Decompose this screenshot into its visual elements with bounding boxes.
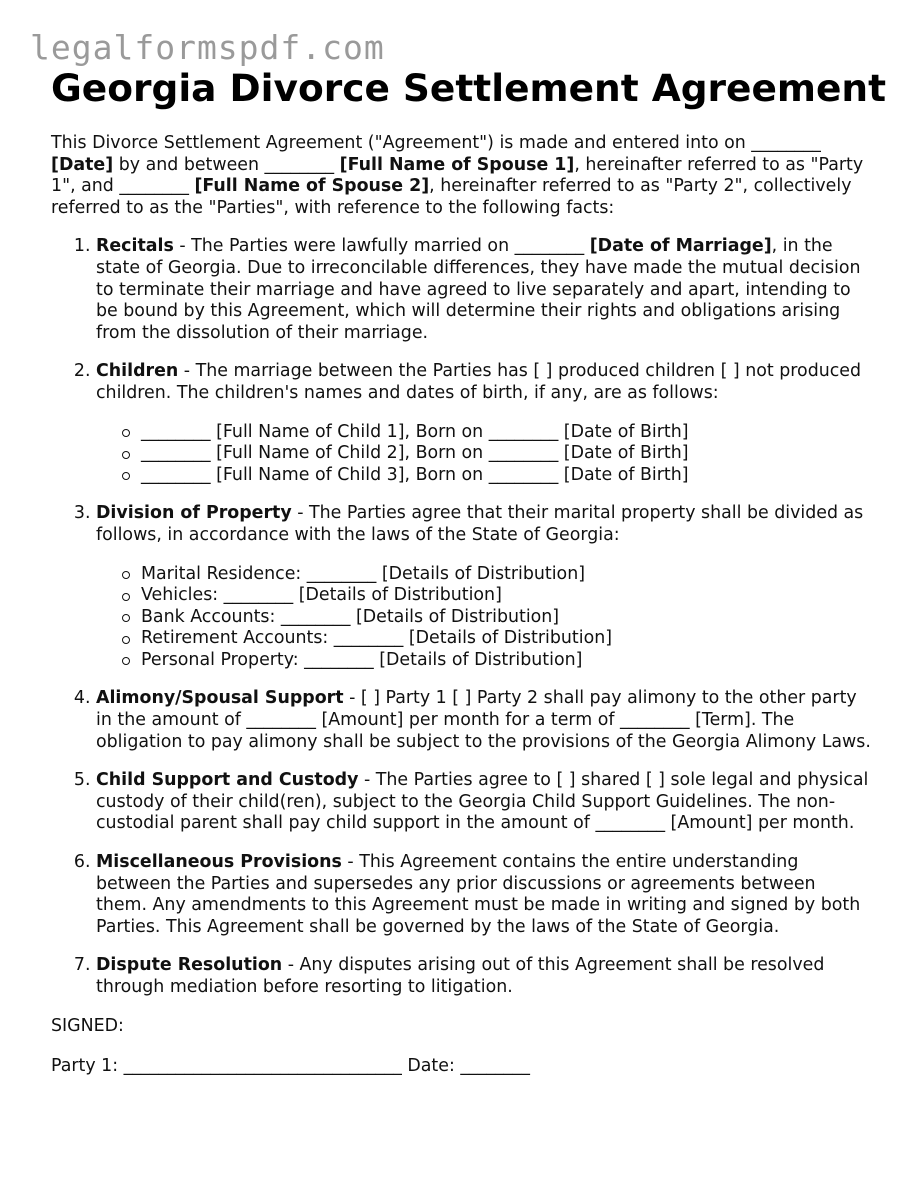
section-text: , in the state of Georgia. Due to irreconcilable differences, they have made the mutual decision to terminate their marriage and have agreed to live separately and apart, intending to be bound by this Agreement, which will determine their rights and obligations arising from the dissolution of their marriage. [96, 236, 861, 343]
section-heading: Child Support and Custody [96, 770, 359, 791]
list-item: Personal Property: ________ [Details of Distribution] [141, 650, 871, 672]
section-text: - The marriage between the Parties has [ ] produced children [ ] not produced children. The children's names and dates of birth, if any, are as follows: [96, 361, 862, 403]
intro-text: , hereinafter referred to as "Party 2", collectively referred to as the "Parties", with reference to the following facts: [51, 176, 852, 218]
section-text: - The Parties agree to [ ] shared [ ] sole legal and physical custody of their child(ren), subject to the Georgia Child Support Guidelines. The non-custodial parent shall pay child support in the amount of ________ [Amount] per month. [96, 770, 869, 834]
section-text: - This Agreement contains the entire understanding between the Parties and supersedes any prior discussions or agreements between them. Any amendments to this Agreement must be made in writing and signed by both Parties. This Agreement shall be governed by the laws of the State of Georgia. [96, 852, 861, 937]
children-list [96, 422, 871, 487]
section-heading: Children [96, 361, 179, 382]
section-text: - Any disputes arising out of this Agreement shall be resolved through mediation before resorting to litigation. [96, 955, 825, 997]
section-heading: Alimony/Spousal Support [96, 688, 344, 709]
watermark: legalformspdf.com [30, 28, 385, 67]
list-item: Retirement Accounts: ________ [Details of Distribution] [141, 628, 871, 650]
section-alimony [96, 688, 871, 753]
intro-paragraph [51, 133, 871, 219]
list-item: ________ [Full Name of Child 3], Born on ________ [Date of Birth] [141, 465, 871, 487]
section-text: - [ ] Party 1 [ ] Party 2 shall pay alimony to the other party in the amount of ________ [Amount] per month for a term of ________ [Term]. The obligation to pay alimony shall be subject to the provisions of the Georgia Alimony Laws. [96, 688, 871, 752]
party1-signature-line: Party 1: ________________________________ Date: ________ [51, 1056, 530, 1077]
signed-label: SIGNED: [51, 1015, 124, 1036]
list-item: ________ [Full Name of Child 2], Born on ________ [Date of Birth] [141, 443, 871, 465]
section-property [96, 503, 871, 671]
section-heading: Recitals [96, 236, 174, 257]
section-misc [96, 852, 871, 938]
marriage-date-placeholder: [Date of Marriage] [589, 236, 772, 257]
section-custody [96, 770, 871, 835]
intro-text: This Divorce Settlement Agreement ("Agreement") is made and entered into on ________ [51, 133, 821, 153]
section-list [51, 236, 871, 998]
list-item: ________ [Full Name of Child 1], Born on ________ [Date of Birth] [141, 422, 871, 444]
page-title: Georgia Divorce Settlement Agreement [51, 66, 887, 110]
section-text: - The Parties agree that their marital property shall be divided as follows, in accordance with the laws of the State of Georgia: [96, 503, 864, 545]
section-heading: Dispute Resolution [96, 955, 283, 976]
section-recitals [96, 236, 871, 344]
document-body [51, 133, 871, 1078]
spouse2-placeholder: [Full Name of Spouse 2] [194, 176, 430, 197]
property-list [96, 564, 871, 672]
date-placeholder: [Date] [51, 154, 114, 175]
list-item: Marital Residence: ________ [Details of Distribution] [141, 564, 871, 586]
list-item: Vehicles: ________ [Details of Distribution] [141, 585, 871, 607]
section-heading: Miscellaneous Provisions [96, 852, 342, 873]
section-dispute [96, 955, 871, 998]
section-heading: Division of Property [96, 503, 292, 524]
intro-text: , hereinafter referred to as "Party 1", and ________ [51, 154, 864, 197]
section-text: - The Parties were lawfully married on ________ [173, 236, 590, 257]
spouse1-placeholder: [Full Name of Spouse 1] [339, 154, 575, 175]
intro-text: by and between ________ [113, 154, 340, 175]
list-item: Bank Accounts: ________ [Details of Distribution] [141, 607, 871, 629]
section-children [96, 361, 871, 486]
